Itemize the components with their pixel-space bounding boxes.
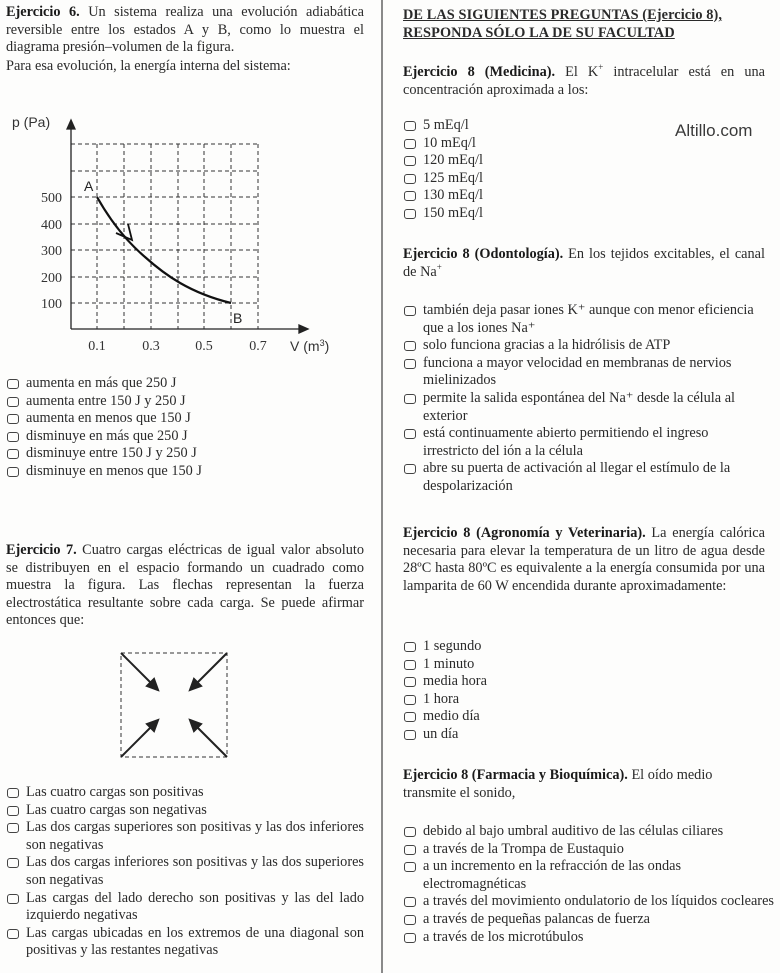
svg-text:500: 500 [41, 191, 62, 206]
checkbox-icon[interactable] [7, 858, 19, 868]
checkbox-icon[interactable] [404, 464, 416, 474]
farmacia-options [403, 823, 775, 946]
checkbox-icon[interactable] [7, 467, 19, 477]
agronomia-options [403, 638, 643, 744]
point-b-label: B [233, 310, 243, 326]
option[interactable]: funciona a mayor velocidad en membranas de nervios mielinizados [403, 355, 765, 390]
checkbox-icon[interactable] [404, 677, 416, 687]
option[interactable]: Las cuatro cargas son positivas [6, 784, 364, 802]
option[interactable]: 1 hora [403, 691, 643, 709]
checkbox-icon[interactable] [404, 642, 416, 652]
medicina-label: Ejercicio 8 (Medicina). [403, 64, 556, 80]
point-a-label: A [84, 178, 94, 194]
option[interactable]: Las cargas ubicadas en los extremos de una diagonal son positivas y las restantes negativas [6, 925, 364, 960]
option[interactable]: 150 mEq/l [403, 205, 643, 223]
checkbox-icon[interactable] [404, 897, 416, 907]
option[interactable]: 10 mEq/l [403, 135, 643, 153]
checkbox-icon[interactable] [7, 379, 19, 389]
ejercicio6-statement: Ejercicio 6. Un sistema realiza una evolución adiabática reversible entre los estados A y B, como lo muestra el diagrama presión–volumen de la figura. [6, 4, 364, 56]
y-axis-label: p (Pa) [12, 114, 51, 130]
checkbox-icon[interactable] [404, 359, 416, 369]
pv-diagram [0, 105, 380, 360]
option[interactable]: media hora [403, 673, 643, 691]
checkbox-icon[interactable] [404, 933, 416, 943]
option[interactable]: está continuamente abierto permitiendo el ingreso irrestricto del ión a la célula [403, 425, 765, 460]
option[interactable]: también deja pasar iones K⁺ aunque con menor eficiencia que a los iones Na⁺ [403, 302, 765, 337]
checkbox-icon[interactable] [404, 306, 416, 316]
medicina-options [403, 117, 643, 223]
option[interactable]: aumenta en menos que 150 J [6, 410, 364, 428]
ejercicio7-statement: Ejercicio 7. Cuatro cargas eléctricas de igual valor absoluto se distribuyen en el espacio formando un cuadrado como muestra la figura. Las flechas representan la fuerza electrostática resultante sobre cada carga. Se puede afirmar entonces que: [6, 542, 364, 629]
checkbox-icon[interactable] [404, 915, 416, 925]
option[interactable]: 120 mEq/l [403, 152, 643, 170]
y-ticks [41, 191, 62, 312]
option[interactable]: 1 minuto [403, 656, 643, 674]
section-header-line2: RESPONDA SÓLO LA DE SU FACULTAD [403, 25, 675, 41]
checkbox-icon[interactable] [7, 397, 19, 407]
option[interactable]: 5 mEq/l [403, 117, 643, 135]
arrow-bottom-right-icon [195, 725, 227, 757]
checkbox-icon[interactable] [404, 712, 416, 722]
checkbox-icon[interactable] [7, 449, 19, 459]
option[interactable]: solo funciona gracias a la hidrólisis de ATP [403, 337, 765, 355]
odontologia-label: Ejercicio 8 (Odontología). [403, 246, 564, 262]
option[interactable]: 130 mEq/l [403, 187, 643, 205]
checkbox-icon[interactable] [7, 806, 19, 816]
checkbox-icon[interactable] [404, 827, 416, 837]
checkbox-icon[interactable] [404, 139, 416, 149]
arrow-top-left-icon [121, 653, 153, 685]
ejercicio6-label: Ejercicio 6. [6, 4, 80, 20]
svg-text:0.5: 0.5 [195, 339, 213, 354]
checkbox-icon[interactable] [404, 862, 416, 872]
checkbox-icon[interactable] [404, 191, 416, 201]
option[interactable]: 1 segundo [403, 638, 643, 656]
checkbox-icon[interactable] [404, 174, 416, 184]
checkbox-icon[interactable] [7, 432, 19, 442]
farmacia-statement: Ejercicio 8 (Farmacia y Bioquímica). El oído medio transmite el sonido, [403, 767, 713, 801]
checkbox-icon[interactable] [7, 823, 19, 833]
option[interactable]: debido al bajo umbral auditivo de las células ciliares [403, 823, 775, 841]
option[interactable]: abre su puerta de activación al llegar el estímulo de la despolarización [403, 460, 765, 495]
option[interactable]: Las dos cargas superiores son positivas y las dos inferiores son negativas [6, 819, 364, 854]
checkbox-icon[interactable] [404, 156, 416, 166]
medicina-statement: Ejercicio 8 (Medicina). El K+ intracelular está en una concentración aproximada a los: [403, 62, 765, 98]
checkbox-icon[interactable] [404, 429, 416, 439]
option[interactable]: aumenta en más que 250 J [6, 375, 364, 393]
option[interactable]: Las cuatro cargas son negativas [6, 802, 364, 820]
option[interactable]: disminuye entre 150 J y 250 J [6, 445, 364, 463]
svg-text:100: 100 [41, 297, 62, 312]
agronomia-label: Ejercicio 8 (Agronomía y Veterinaria). [403, 525, 646, 541]
checkbox-icon[interactable] [404, 394, 416, 404]
option[interactable]: disminuye en menos que 150 J [6, 463, 364, 481]
option[interactable]: permite la salida espontánea del Na⁺ desde la célula al exterior [403, 390, 765, 425]
svg-text:0.7: 0.7 [249, 339, 267, 354]
x-ticks [88, 339, 267, 354]
grid-lines [71, 144, 258, 329]
checkbox-icon[interactable] [7, 894, 19, 904]
svg-text:300: 300 [41, 244, 62, 259]
checkbox-icon[interactable] [404, 660, 416, 670]
odontologia-statement: Ejercicio 8 (Odontología). En los tejidos excitables, el canal de Na+ [403, 246, 765, 280]
checkbox-icon[interactable] [7, 788, 19, 798]
axes [67, 120, 308, 333]
checkbox-icon[interactable] [404, 341, 416, 351]
svg-text:0.1: 0.1 [88, 339, 106, 354]
svg-text:400: 400 [41, 218, 62, 233]
option[interactable]: Las cargas del lado derecho son positivas y las del lado izquierdo negativas [6, 890, 364, 925]
section-header-line1: DE LAS SIGUIENTES PREGUNTAS (Ejercicio 8), [403, 7, 723, 23]
ejercicio7-label: Ejercicio 7. [6, 542, 77, 558]
odontologia-options [403, 302, 765, 496]
ejercicio6-question: Para esa evolución, la energía interna del sistema: [6, 58, 291, 74]
svg-text:200: 200 [41, 271, 62, 286]
column-divider [381, 0, 383, 973]
ejercicio7-options [6, 784, 364, 960]
arrow-top-right-icon [195, 653, 227, 685]
option[interactable]: a un incremento en la refracción de las ondas electromagnéticas [403, 858, 775, 893]
x-axis-label: V $(m^3)$ [290, 338, 330, 354]
option[interactable]: disminuye en más que 250 J [6, 428, 364, 446]
ejercicio6-options [6, 375, 364, 481]
arrow-bottom-left-icon [121, 725, 153, 757]
checkbox-icon[interactable] [404, 121, 416, 131]
option[interactable]: medio día [403, 708, 643, 726]
option[interactable]: a través de los microtúbulos [403, 929, 775, 947]
option[interactable]: a través de la Trompa de Eustaquio [403, 841, 775, 859]
checkbox-icon[interactable] [404, 845, 416, 855]
checkbox-icon[interactable] [7, 414, 19, 424]
option[interactable]: a través del movimiento ondulatorio de los líquidos cocleares [403, 893, 775, 911]
option[interactable]: Las dos cargas inferiores son positivas y las dos superiores son negativas [6, 854, 364, 889]
option[interactable]: 125 mEq/l [403, 170, 643, 188]
checkbox-icon[interactable] [404, 209, 416, 219]
watermark: Altillo.com [675, 121, 753, 140]
option[interactable]: aumenta entre 150 J y 250 J [6, 393, 364, 411]
option[interactable]: a través de pequeñas palancas de fuerza [403, 911, 775, 929]
agronomia-statement: Ejercicio 8 (Agronomía y Veterinaria). La energía calórica necesaria para elevar la temperatura de un litro de agua desde 28ºC hasta 80ºC es equivalente a la energía consumida por una lamparita de 60 W encendida durante aproximadamente: [403, 525, 765, 594]
farmacia-label: Ejercicio 8 (Farmacia y Bioquímica). [403, 767, 628, 783]
option[interactable]: un día [403, 726, 643, 744]
checkbox-icon[interactable] [404, 730, 416, 740]
checkbox-icon[interactable] [404, 695, 416, 705]
checkbox-icon[interactable] [7, 929, 19, 939]
svg-text:0.3: 0.3 [142, 339, 160, 354]
charges-square-diagram [118, 650, 238, 762]
